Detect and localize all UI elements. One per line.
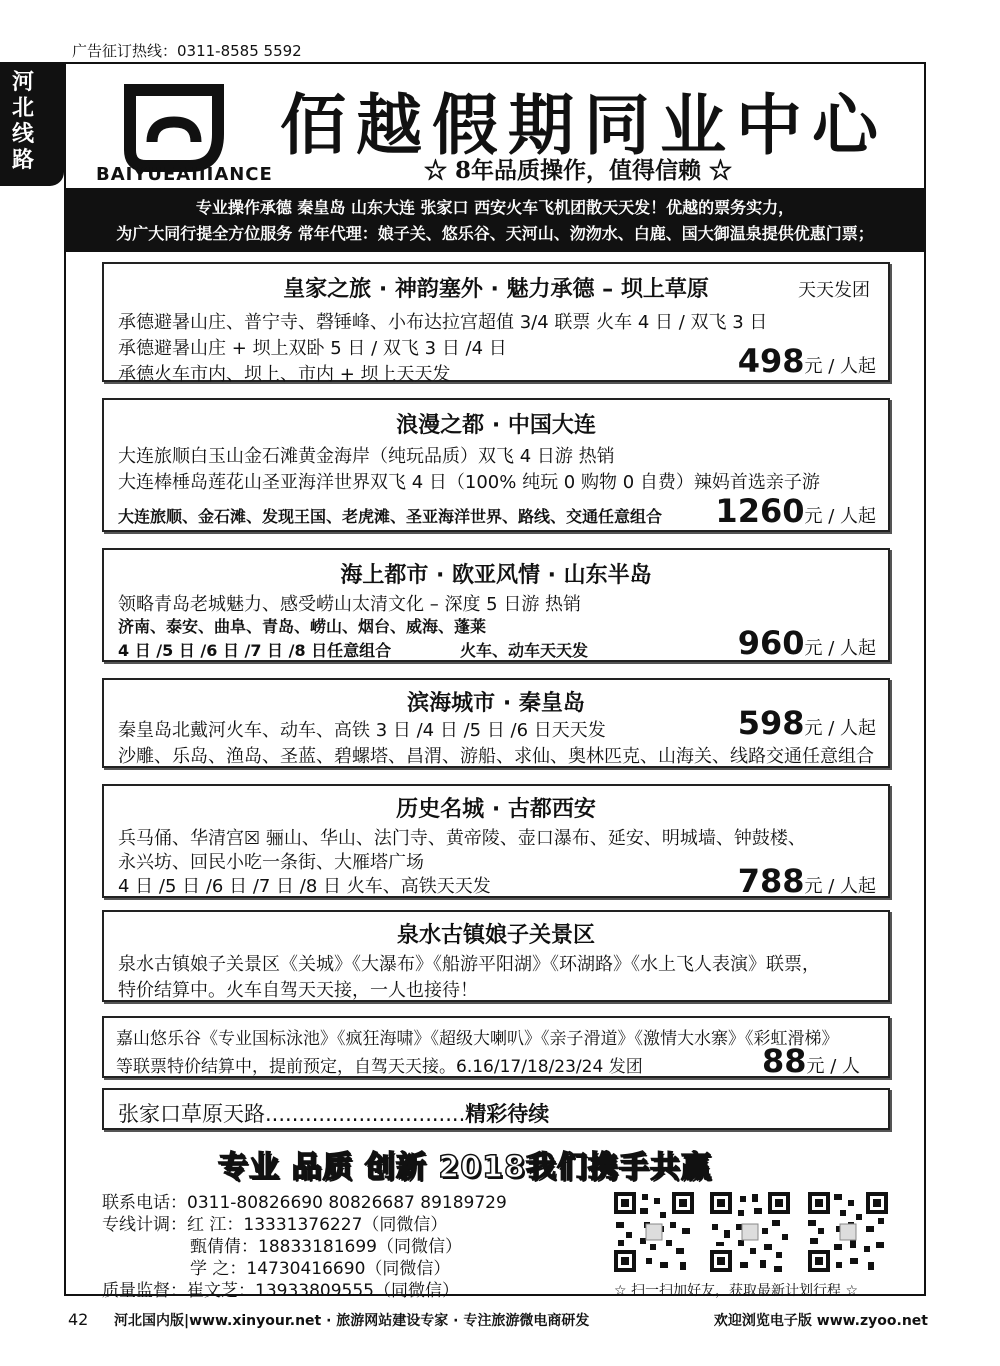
route-box-qinhuangdao: [102, 678, 890, 768]
qr-code-icon[interactable]: [804, 1188, 892, 1276]
qr-code-icon[interactable]: [610, 1188, 698, 1276]
route-title: 海上都市 · 欧亚风情 · 山东半岛: [340, 563, 652, 588]
contact-phone: 联系电话：0311-80826690 80826687 89189729: [102, 1193, 507, 1213]
route-line: 4 日 /5 日 /6 日 /7 日 /8 日任意组合: [118, 641, 392, 660]
route-title: 皇家之旅 · 神韵塞外 · 魅力承德 – 坝上草原: [283, 277, 709, 302]
route-line: 大连棒棰岛莲花山圣亚海洋世界双飞 4 日（100% 纯玩 0 购物 0 自费）辣妈首选亲子游: [118, 472, 820, 493]
footer-site-link[interactable]: 河北国内版|www.xinyour.net · 旅游网站建设专家 · 专注旅游微电商研发: [114, 1313, 590, 1329]
route-line: 承德火车市内、坝上、市内 + 坝上天天发: [118, 364, 451, 385]
route-line: 火车、动车天天发: [460, 641, 589, 660]
qr-caption: ☆ 扫一扫加好友，获取最新计划行程 ☆: [614, 1283, 859, 1299]
route-line: 4 日 /5 日 /6 日 /7 日 /8 日 火车、高铁天天发: [118, 876, 491, 897]
slogan: ☆ 8年品质操作，值得信赖 ☆: [424, 157, 733, 184]
route-line: 秦皇岛北戴河火车、动车、高铁 3 日 /4 日 /5 日 /6 日天天发: [118, 720, 606, 741]
route-line: 济南、泰安、曲阜、青岛、崂山、烟台、威海、蓬莱: [118, 617, 487, 636]
side-tab-hebei-lines: 河 北 线 路: [0, 62, 64, 186]
route-line: 承德避暑山庄、普宁寺、磬锤峰、小布达拉宫超值 3/4 联票 火车 4 日 / 双飞 3 日: [118, 312, 768, 333]
contact-row: 学 之：14730416690（同微信）: [190, 1259, 451, 1279]
service-banner: 专业操作承德 秦皇岛 山东大连 张家口 西安火车飞机团散天天发！优越的票务实力， 为广大同行提全方位服务 常年代理：娘子关、悠乐谷、天河山、沕沕水、白鹿、国大御温泉提供优惠门票；: [66, 188, 924, 252]
route-title: 滨海城市 · 秦皇岛: [407, 691, 585, 716]
departure-tag: 天天发团: [798, 280, 870, 301]
route-title: 历史名城 · 古都西安: [396, 797, 596, 822]
footer-ebook-link[interactable]: 欢迎浏览电子版 www.zyoo.net: [713, 1313, 928, 1329]
qr-code-icon[interactable]: [706, 1188, 794, 1276]
route-box-xian: [102, 784, 890, 898]
route-line: 大连旅顺、金石滩、发现王国、老虎滩、圣亚海洋世界、路线、交通任意组合: [118, 507, 663, 526]
route-line: 嘉山悠乐谷《专业国标泳池》《疯狂海啸》《超级大喇叭》《亲子滑道》《激情大水寨》《彩虹滑梯》: [116, 1029, 839, 1049]
route-box-niangziguan: [102, 910, 890, 1002]
route-box-shandong: [102, 548, 890, 662]
route-title: 泉水古镇娘子关景区: [396, 923, 595, 948]
ad-hotline: 广告征订热线：0311-8585 5592: [72, 42, 302, 60]
route-line: 泉水古镇娘子关景区《关城》《大瀑布》《船游平阳湖》《环湖路》《水上飞人表演》联票，: [118, 954, 820, 975]
route-title: 浪漫之都 · 中国大连: [396, 413, 596, 438]
route-box-chengde: [102, 262, 890, 385]
route-line: 承德避暑山庄 + 坝上双卧 5 日 / 双飞 3 日 /4 日: [118, 338, 507, 359]
route-line: 领略青岛老城魅力、感受崂山太清文化 – 深度 5 日游 热销: [118, 594, 582, 615]
contact-row: 质量监督：崔文芝：13933809555（同微信）: [102, 1281, 459, 1301]
price: 960元 / 人起: [737, 624, 876, 662]
price: 88元 / 人: [761, 1042, 860, 1080]
route-line: 等联票特价结算中，提前预定，自驾天天接。6.16/17/18/23/24 发团: [116, 1057, 643, 1077]
price: 498元 / 人起: [737, 342, 876, 380]
price: 1260元 / 人起: [715, 492, 876, 530]
baiyue-logo-icon: [120, 78, 228, 174]
route-line: 兵马俑、华清宫☒ 骊山、华山、法门寺、黄帝陵、壶口瀑布、延安、明城墙、钟鼓楼、: [118, 828, 806, 849]
route-box-zhangjiakou: [102, 1088, 890, 1130]
page-number: 42: [68, 1310, 89, 1329]
route-line: 大连旅顺白玉山金石滩黄金海岸（纯玩品质）双飞 4 日游 热销: [118, 446, 615, 467]
route-line: 沙雕、乐岛、渔岛、圣蓝、碧螺塔、昌渭、游船、求仙、奥林匹克、山海关、线路交通任意组合: [118, 746, 874, 767]
route-line: 张家口草原天路..............................精彩待续: [118, 1102, 550, 1126]
price: 598元 / 人起: [737, 704, 876, 742]
page-title: 佰越假期同业中心: [280, 87, 888, 164]
logo-wordmark: BAIYUEAIIIANCE: [96, 164, 273, 185]
motto: 专业 品质 创新 2018我们携手共赢: [218, 1150, 712, 1185]
contact-row: 专线计调：红 江：13331376227（同微信）: [102, 1215, 448, 1235]
contact-row: 甄倩倩：18833181699（同微信）: [190, 1237, 462, 1257]
route-line: 特价结算中。火车自驾天天接，一人也接待！: [118, 980, 478, 1001]
route-box-dalian: [102, 398, 890, 532]
route-line: 永兴坊、回民小吃一条街、大雁塔广场: [118, 852, 424, 873]
route-box-jiashan: [102, 1016, 890, 1078]
price: 788元 / 人起: [737, 862, 876, 900]
